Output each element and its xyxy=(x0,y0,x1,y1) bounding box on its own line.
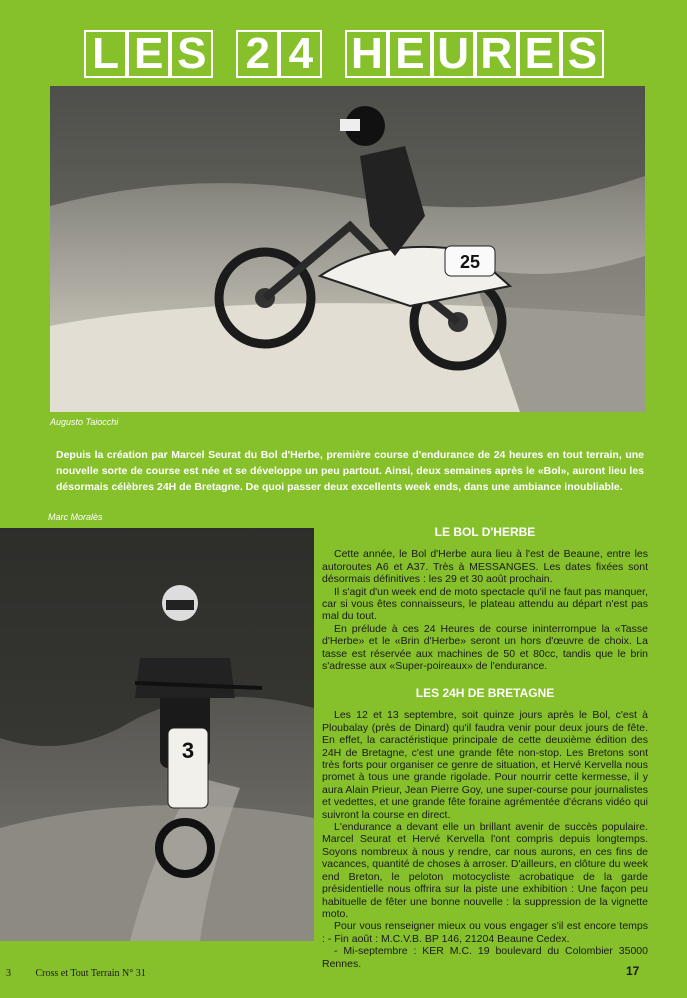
paragraph: En prélude à ces 24 Heures de course ininterrompue la «Tasse d'Herbe» et le «Brin d'Herbe» seront un hors d'œuvre de choix. La tasse est réservée aux machines de 50 et 80cc, tandis que le brin s'adresse aux «Super-poireaux» de l'endurance. xyxy=(322,622,648,673)
photo-credit: Marc Moralès xyxy=(48,512,103,522)
photo-credit: Augusto Taiocchi xyxy=(50,417,119,427)
title-letter: S xyxy=(561,30,604,78)
bike-number-label: 3 xyxy=(181,738,195,763)
title-letter: R xyxy=(475,30,518,78)
paragraph: Pour vous renseigner mieux ou vous engager s'il est encore temps : - Fin août : M.C.V.B. BP 146, 21204 Beaune Cedex. xyxy=(322,920,648,945)
photo-rider-forest xyxy=(0,528,314,941)
title-letter: 2 xyxy=(236,30,279,78)
section-24h-bretagne xyxy=(322,687,648,970)
folio: 3 xyxy=(6,968,11,979)
title-letter: H xyxy=(345,30,388,78)
paragraph: Les 12 et 13 septembre, soit quinze jours après le Bol, c'est à Ploubalay (près de Dinard) qu'il faudra venir pour deux jours de fête. En effet, la caractéristique principale de cette deuxième édition des 24H de Bretagne, c'est une grande fête non-stop. Les Bretons sont très forts pour organiser ce genre de situation, et Hervé Kervella nous promet à tous une grande rigolade. Pour nourrir cette kermesse, il y aura Alain Prieur, Jean Pierre Goy, une super-course pour journalistes et vedettes, et une grande fête foraine agrémentée d'écrans vidéo qui suivront la course en direct. xyxy=(322,709,648,821)
section-bol-dherbe xyxy=(322,526,648,672)
photo-rider-jump xyxy=(50,86,645,412)
paragraph: L'endurance a devant elle un brillant avenir de succès populaire. Marcel Seurat et Hervé Kervella l'ont compris depuis longtemps. Soyons nombreux à nous y rendre, car nous aurons, en ces fins de vacances, quantité de choses à arroser. D'ailleurs, en clôture du week end Breton, le peloton motocycliste acrobatique de la garde présidentielle nous offrira sur la piste une exhibition : Une façon peu habituelle de fêter une bonne nouvelle : la suppression de la vignette moto. xyxy=(322,821,648,920)
title-letter: E xyxy=(388,30,431,78)
page-number: 17 xyxy=(626,964,640,978)
magazine-name: Cross et Tout Terrain N° 31 xyxy=(35,968,146,979)
paragraph: - Mi-septembre : KER M.C. 19 boulevard du Colombier 35000 Rennes. xyxy=(322,945,648,970)
title-letter: E xyxy=(518,30,561,78)
section-heading: LE BOL D'HERBE xyxy=(434,525,536,539)
title-letter: L xyxy=(84,30,127,78)
paragraph: Il s'agit d'un week end de moto spectacle qu'il ne faut pas manquer, car si vous êtes connaisseurs, le plateau attendu au départ n'est pas mal du tout. xyxy=(322,585,648,623)
title-letter: E xyxy=(127,30,170,78)
intro-paragraph: Depuis la création par Marcel Seurat du Bol d'Herbe, première course d'endurance de 24 heures en tout terrain, une nouvelle sorte de course est née et se développe un peu partout. Ainsi, deux semaines après le «Bol», auront lieu les désormais célèbres 24H de Bretagne. De quoi passer deux excellents week ends, dans une ambiance inoubliable. xyxy=(56,449,644,493)
title-letter: S xyxy=(170,30,213,78)
footer xyxy=(6,968,168,979)
paragraph: Cette année, le Bol d'Herbe aura lieu à l'est de Beaune, entre les autoroutes A6 et A37. Très à MESSANGES. Les dates fixées sont désormais définitives : les 29 et 30 août prochain. xyxy=(322,548,648,586)
section-heading: LES 24H DE BRETAGNE xyxy=(415,686,555,700)
title-letter: U xyxy=(432,30,475,78)
page-title xyxy=(84,28,604,80)
title-letter: 4 xyxy=(279,30,322,78)
bike-number-label: 25 xyxy=(459,252,481,272)
